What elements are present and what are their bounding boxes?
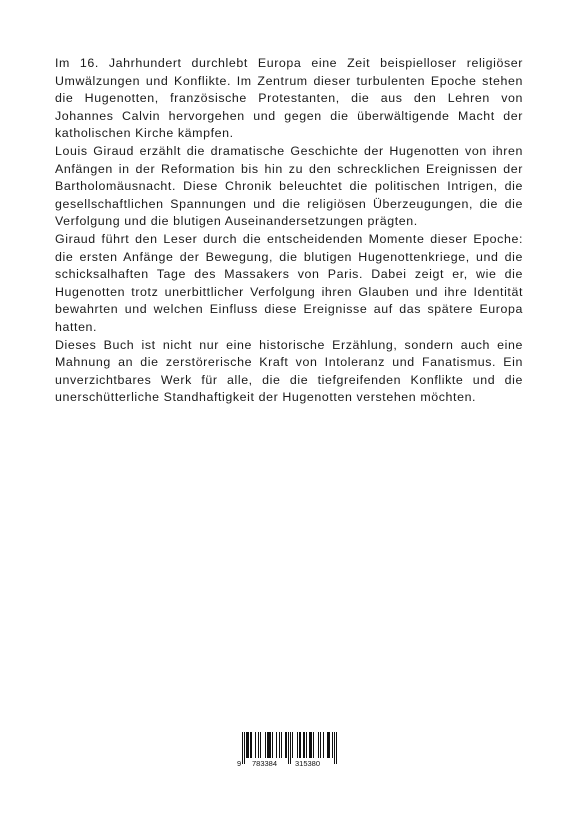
blurb-paragraph-3: Giraud führt den Leser durch die entscheidenden Momente dieser Epoche: die ersten Anfänge der Bewegung, die blutigen Hugenottenkriege, und die schicksalhaften Tage des Massakers von Paris. Dabei zeigt er, wie die Hugenotten trotz unerbittlicher Verfolgung ihren Glauben und ihre Identität bewahrten und welchen Einfluss diese Ereignisse auf das spätere Europa hatten.: [55, 231, 523, 334]
barcode-bar: [327, 732, 328, 758]
barcode-bar: [320, 732, 321, 758]
barcode-right-group: 315380: [295, 759, 321, 768]
barcode-bar: [268, 732, 269, 758]
barcode-bar: [281, 732, 282, 758]
barcode-bar: [246, 732, 247, 758]
barcode-first-digit: 9: [237, 759, 242, 768]
blurb-paragraph-4: Dieses Buch ist nicht nur eine historische Erzählung, sondern auch eine Mahnung an die zerstörerische Kraft von Intoleranz und Fanatismus. Ein unverzichtbares Werk für alle, die die tiefgreifenden Konflikte und die unerschütterliche Standhaftigkeit der Hugenotten verstehen möchten.: [55, 337, 523, 405]
barcode-bar: [251, 732, 252, 758]
barcode-bar: [328, 732, 329, 758]
back-cover-blurb: [55, 55, 523, 407]
barcode-bar: [247, 732, 248, 758]
barcode-bar: [311, 732, 312, 758]
barcode-bar: [313, 732, 314, 758]
barcode-bar: [323, 732, 324, 758]
barcode-left-group: 783384: [252, 759, 278, 768]
isbn-barcode: [237, 732, 339, 770]
barcode-bar: [265, 732, 266, 758]
barcode-bar: [272, 732, 273, 758]
barcode-bar: [270, 732, 271, 758]
barcode-bar: [255, 732, 256, 758]
barcode-bar: [309, 732, 310, 758]
barcode-bar: [260, 732, 261, 758]
barcode-bar: [332, 732, 333, 758]
barcode-bar: [297, 732, 298, 758]
barcode-bar: [292, 732, 293, 758]
barcode-bar: [299, 732, 300, 758]
barcode-bar: [269, 732, 270, 758]
blurb-paragraph-1: Im 16. Jahrhundert durchlebt Europa eine Zeit beispielloser religiöser Umwälzungen und Konflikte. Im Zentrum dieser turbulenten Epoche stehen die Hugenotten, französische Protestanten, die aus den Lehren von Johannes Calvin hervorgehen und gegen die überwältigende Macht der katholischen Kirche kämpfen.: [55, 56, 523, 141]
barcode-bar: [310, 732, 311, 758]
barcode-bar: [318, 732, 319, 758]
barcode-bar: [258, 732, 259, 758]
barcode-bar: [248, 732, 249, 758]
barcode-bar: [267, 732, 268, 758]
barcode-bar: [279, 732, 280, 758]
blurb-paragraph-2: Louis Giraud erzählt die dramatische Geschichte der Hugenotten von ihren Anfängen in der Reformation bis hin zu den schrecklichen Ereignissen der Bartholomäusnacht. Diese Chronik beleuchtet die politischen Intrigen, die gesellschaftlichen Spannungen und die religiösen Überzeugungen, die die Verfolgung und die blutigen Auseinandersetzungen prägten.: [55, 143, 523, 229]
barcode-bar: [306, 732, 307, 758]
barcode-bar: [286, 732, 287, 758]
barcode-bar: [250, 732, 251, 758]
barcode-bar: [329, 732, 330, 758]
barcode-digits: [237, 758, 339, 770]
barcode-bar: [304, 732, 305, 758]
barcode-bar: [276, 732, 277, 758]
barcode-bar: [303, 732, 304, 758]
barcode-bar: [300, 732, 301, 758]
barcode-bar: [285, 732, 286, 758]
